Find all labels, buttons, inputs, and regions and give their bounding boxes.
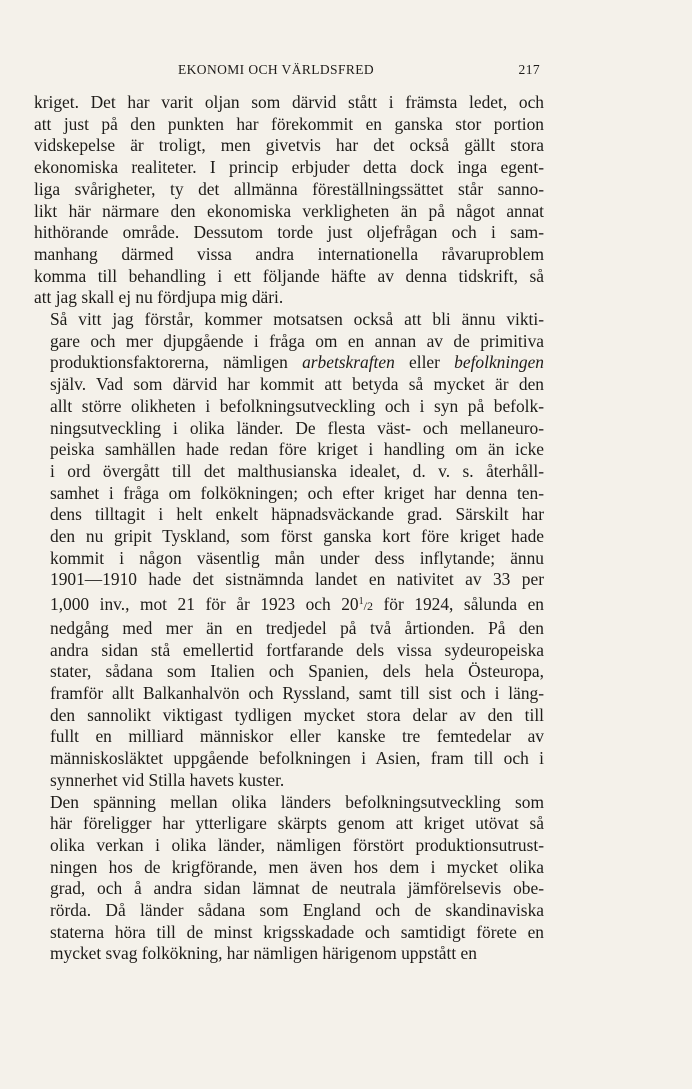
text-line: olika verkan i olika länder, nämligen förstört produktionsutrust- <box>50 834 544 855</box>
text-line: grad, och å andra sidan lämnat de neutrala jämförelsevis obe- <box>50 878 544 899</box>
text-line: ningsutveckling i olika länder. De flesta väst- och mellaneuro- <box>50 417 544 438</box>
text-line: samhet i fråga om folkökningen; och efter kriget har denna ten- <box>50 482 544 503</box>
body-text <box>34 92 544 965</box>
text-line: i ord övergått till det malthusianska idealet, d. v. s. återhåll- <box>50 460 544 481</box>
text-line: synnerhet vid Stilla havets kuster. <box>50 769 285 790</box>
text-line: kommit i någon väsentlig mån under dess inflytande; ännu <box>50 547 544 568</box>
text-line: komma till behandling i ett följande häfte av denna tidskrift, så <box>34 265 544 286</box>
italic-term: befolkningen <box>454 352 544 373</box>
paragraph <box>34 792 544 966</box>
text-line: mycket svag folkökning, har nämligen härigenom uppstått en <box>50 943 477 964</box>
text-line: 1,000 inv., mot 21 för år 1923 och $20^1/2$ för 1924, sålunda en <box>50 594 544 615</box>
text-line: allt större olikheten i befolkningsutveckling och i syn på befolk- <box>50 395 544 416</box>
text-line: likt här närmare den ekonomiska verkligheten än på något annat <box>34 200 544 221</box>
text-line: den nu gripit Tyskland, som först ganska kort före kriget hade <box>50 526 544 547</box>
text-line: peiska samhällen hade redan före kriget i handling om än icke <box>50 439 544 460</box>
running-title: EKONOMI OCH VÄRLDSFRED <box>178 62 375 77</box>
running-head <box>34 62 540 82</box>
text-line: manhang därmed vissa andra internationella råvaruproblem <box>34 243 544 264</box>
paragraph <box>34 309 544 791</box>
fraction-numerator: 1 <box>358 596 364 608</box>
fraction-denominator: /2 <box>363 599 373 614</box>
text-line: hithörande område. Dessutom torde just oljefrågan och i sam- <box>34 222 544 243</box>
text-line: här föreligger har ytterligare skärpts genom att kriget utövat så <box>50 813 544 834</box>
text-line: staterna höra till de minst krigsskadade och samtidigt förete en <box>50 921 544 942</box>
text-line: gare och mer djupgående i fråga om en annan av de primitiva <box>50 330 544 351</box>
paragraph <box>34 92 544 309</box>
text-line: framför allt Balkanhalvön och Ryssland, samt till sist och i läng- <box>50 682 544 703</box>
text-line: rörda. Då länder sådana som England och de skandinaviska <box>50 900 544 921</box>
text-line: andra sidan stå emellertid fortfarande dels vissa sydeuropeiska <box>50 639 544 660</box>
text-line: att just på den punkten har förekommit en ganska stor portion <box>34 113 544 134</box>
page-number: 217 <box>518 62 540 77</box>
text-line: stater, sådana som Italien och Spanien, dels hela Östeuropa, <box>50 661 544 682</box>
italic-term: arbetskraften <box>302 352 395 373</box>
text-line: ningen hos de krigförande, men även hos dem i mycket olika <box>50 856 544 877</box>
text-line: liga svårigheter, ty det allmänna föreställningssättet står sanno- <box>34 178 544 199</box>
text-line: människosläktet uppgående befolkningen i Asien, fram till och i <box>50 748 544 769</box>
text-line: kriget. Det har varit oljan som därvid stått i främsta ledet, och <box>34 92 544 112</box>
text-line: dens tilltagit i helt enkelt häpnadsväckande grad. Särskilt har <box>50 504 544 525</box>
text-line: att jag skall ej nu fördjupa mig däri. <box>34 287 284 308</box>
text-line: fullt en milliard människor eller kanske tre femtedelar av <box>50 726 544 747</box>
text-line: nedgång med mer än en tredjedel på två årtionden. På den <box>50 617 544 638</box>
text-line: själv. Vad som därvid har kommit att betyda så mycket är den <box>50 374 544 395</box>
text-line: Den spänning mellan olika länders befolkningsutveckling som <box>50 791 544 812</box>
text-line: ekonomiska realiteter. I princip erbjuder detta dock inga egent- <box>34 157 544 178</box>
text-line: den sannolikt viktigast tydligen mycket stora delar av den till <box>50 704 544 725</box>
text-line: produktionsfaktorerna, nämligen arbetskraften eller befolkningen <box>50 352 544 373</box>
text-line: vidskepelse är troligt, men givetvis har det också gällt stora <box>34 135 544 156</box>
text-line: Så vitt jag förstår, kommer motsatsen också att bli ännu vikti- <box>50 309 544 330</box>
text-line: 1901—1910 hade det sistnämnda landet en nativitet av 33 per <box>50 569 544 590</box>
